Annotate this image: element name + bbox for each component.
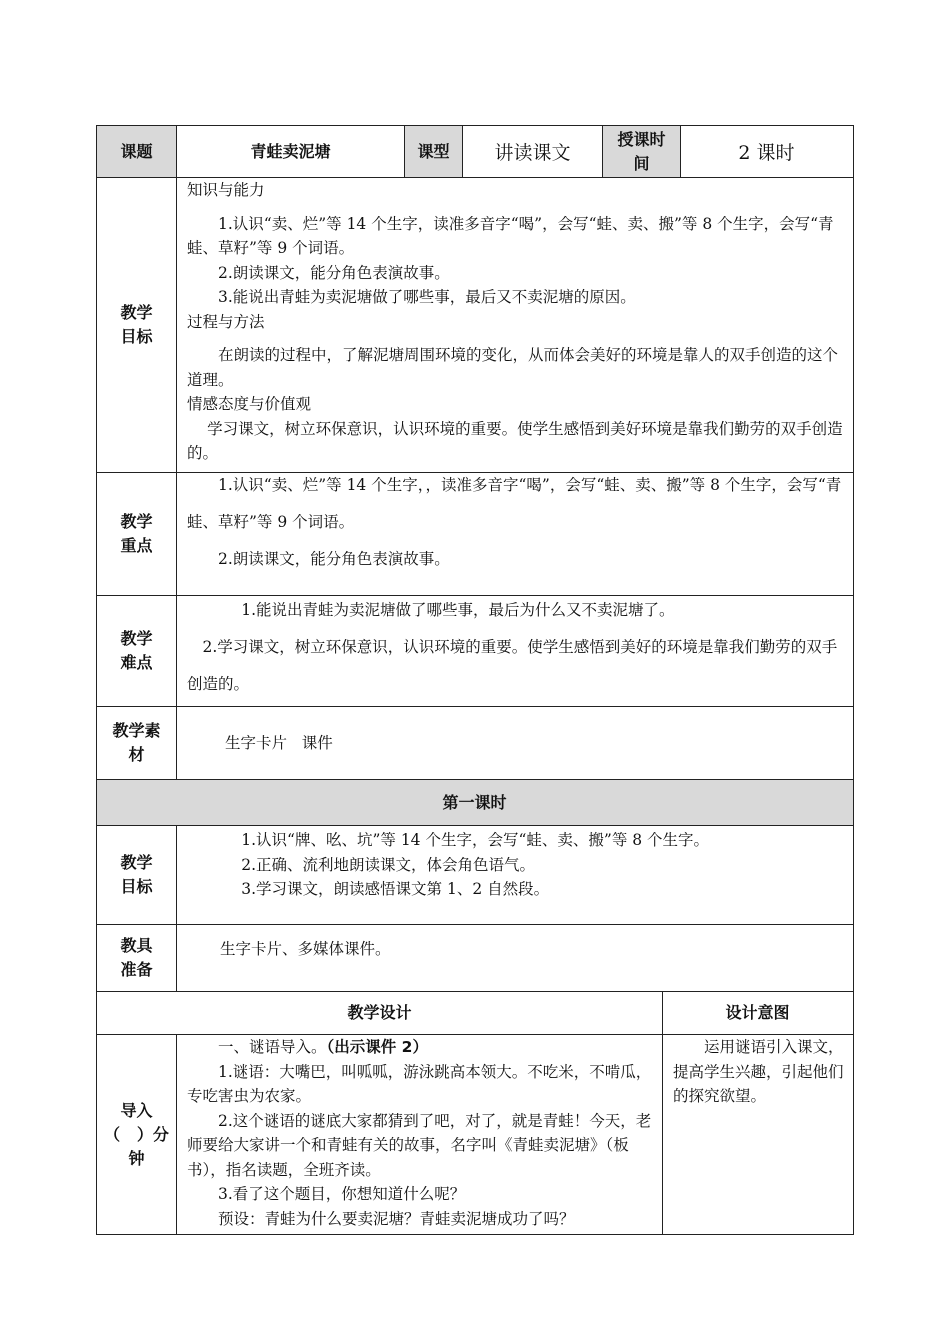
lesson1-objective: 2.正确、流利地朗读课文，体会角色语气。 xyxy=(241,855,536,874)
lesson1-tools-label: 教具准备 xyxy=(120,936,153,979)
lesson-plan-table xyxy=(96,125,854,1235)
lesson1-objectives-row xyxy=(96,825,854,924)
design-column-header: 教学设计 xyxy=(347,1003,412,1022)
materials-label: 教学素材 xyxy=(112,721,161,764)
difficulties-label: 教学难点 xyxy=(120,629,153,672)
intro-heading-text: 一、谜语导入。 xyxy=(218,1038,327,1056)
time-value: 2 课时 xyxy=(680,126,852,177)
intent-column-header: 设计意图 xyxy=(662,992,852,1034)
lesson1-title: 第一课时 xyxy=(442,792,507,812)
type-label: 课型 xyxy=(404,126,462,177)
key-points-row xyxy=(96,472,854,595)
intro-content xyxy=(176,1035,662,1234)
lesson1-objective: 3.学习课文，朗读感悟课文第 1、2 自然段。 xyxy=(241,880,550,898)
intro-heading-note: （出示课件 2） xyxy=(326,1038,428,1056)
key-points-paragraph: 1.认识“卖、烂”等 14 个生字，，读准多音字“喝”，会写“蛙、卖、搬”等 8 个生字，会写“青蛙、草籽”等 9 个词语。 xyxy=(187,476,842,531)
lesson1-tools-value: 生字卡片、多媒体课件。 xyxy=(176,925,852,991)
lesson1-tools-row xyxy=(96,924,854,991)
materials-value: 生字卡片 课件 xyxy=(176,707,852,779)
intro-paragraph: 3.看了这个题目，你想知道什么呢？ xyxy=(218,1185,466,1203)
difficulties-paragraph: 2.学习课文，树立环保意识，认识环境的重要。使学生感悟到美好的环境是靠我们勤劳的双手创造的。 xyxy=(187,638,838,693)
intro-paragraph: 预设：青蛙为什么要卖泥塘？青蛙卖泥塘成功了吗？ xyxy=(218,1209,575,1228)
intro-paragraph: 1.谜语：大嘴巴，叫呱呱，游泳跳高本领大。不吃米，不啃瓜，专吃害虫为农家。 xyxy=(187,1062,652,1105)
header-row xyxy=(96,125,854,177)
key-points-content xyxy=(176,473,852,595)
objectives-paragraph: 学习课文，树立环保意识，认识环境的重要。使学生感悟到美好环境是靠我们勤劳的双手创造的。 xyxy=(187,419,843,462)
lesson1-title-row xyxy=(96,779,854,825)
intro-heading xyxy=(187,1035,662,1060)
intro-label-line: （ ）分 xyxy=(104,1124,169,1144)
objectives-section-process: 过程与方法 xyxy=(187,312,265,331)
time-label: 授课时间 xyxy=(602,126,680,177)
key-points-label: 教学重点 xyxy=(120,512,153,555)
objectives-content xyxy=(176,178,852,472)
difficulties-paragraph: 1.能说出青蛙为卖泥塘做了哪些事，最后为什么又不卖泥塘了。 xyxy=(241,601,675,619)
lesson1-objectives-label: 教学目标 xyxy=(120,853,153,896)
intro-intent-text: 运用谜语引入课文，提高学生兴趣，引起他们的探究欲望。 xyxy=(673,1038,844,1105)
objectives-paragraph: 1.认识“卖、烂”等 14 个生字，读准多音字“喝”，会写“蛙、卖、搬”等 8 个生字，会写“青蛙、草籽”等 9 个词语。 xyxy=(187,214,834,257)
intro-intent xyxy=(662,1035,852,1234)
objectives-row xyxy=(96,177,854,472)
difficulties-content xyxy=(176,596,852,706)
lesson1-objective: 1.认识“牌、吆、坑”等 14 个生字，会写“蛙、卖、搬”等 8 个生字。 xyxy=(241,831,710,849)
objectives-paragraph: 3.能说出青蛙为卖泥塘做了哪些事，最后又不卖泥塘的原因。 xyxy=(218,288,636,306)
design-header-row xyxy=(96,991,854,1034)
intro-row xyxy=(96,1034,854,1235)
objectives-section-knowledge: 知识与能力 xyxy=(187,181,265,199)
objectives-paragraph: 在朗读的过程中，了解泥塘周围环境的变化，从而体会美好的环境是靠人的双手创造的这个道理。 xyxy=(187,346,839,389)
intro-label-line: 钟 xyxy=(128,1148,145,1168)
topic-label: 课题 xyxy=(97,126,176,177)
objectives-section-attitude: 情感态度与价值观 xyxy=(187,395,312,413)
intro-paragraph: 2.这个谜语的谜底大家都猜到了吧，对了，就是青蛙！今天，老师要给大家讲一个和青蛙有关的故事，名字叫《青蛙卖泥塘》（板书），指名读题，全班齐读。 xyxy=(187,1111,652,1179)
objectives-label: 教学目标 xyxy=(120,303,153,346)
materials-row xyxy=(96,706,854,779)
difficulties-row xyxy=(96,595,854,706)
lesson1-objectives-content xyxy=(176,826,852,924)
topic-value: 青蛙卖泥塘 xyxy=(176,126,404,177)
intro-label xyxy=(97,1035,176,1234)
intro-label-line: 导入 xyxy=(120,1100,153,1120)
objectives-paragraph: 2.朗读课文，能分角色表演故事。 xyxy=(218,263,450,282)
type-value: 讲读课文 xyxy=(462,126,602,177)
key-points-paragraph: 2.朗读课文，能分角色表演故事。 xyxy=(218,550,450,568)
